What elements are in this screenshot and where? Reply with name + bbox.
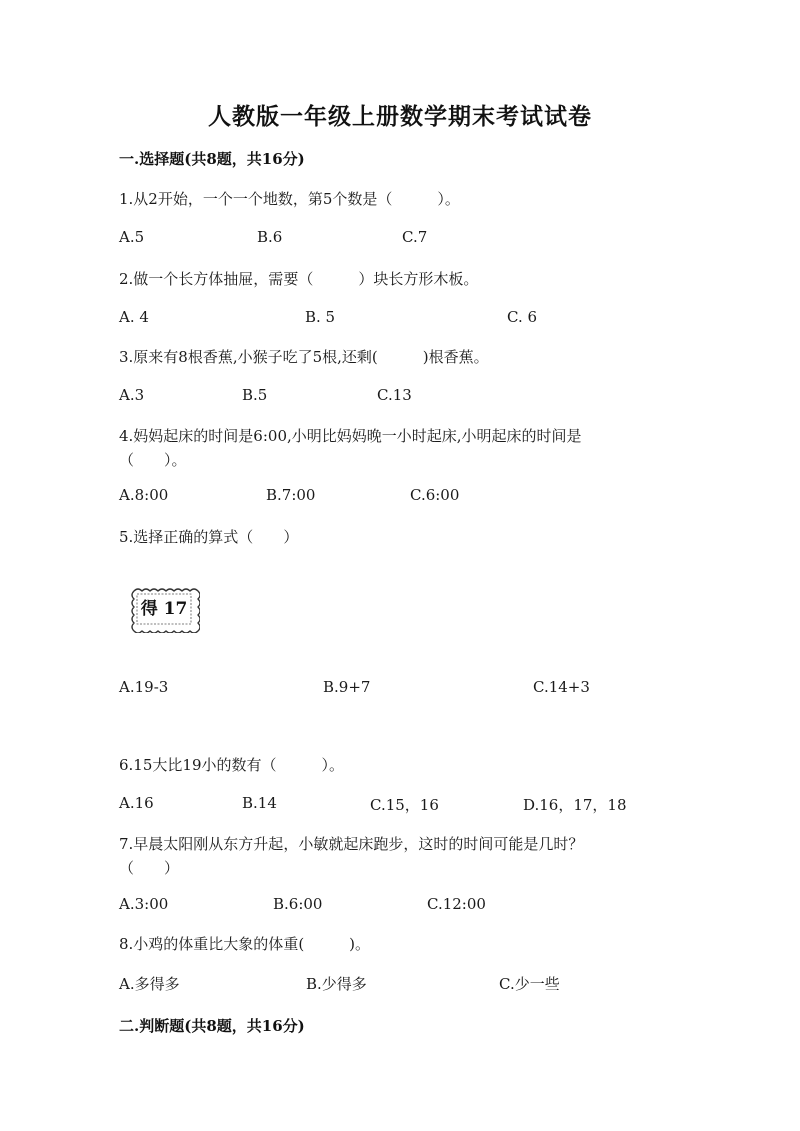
question-4-option-a: A.8:00 — [119, 486, 169, 504]
question-6-option-a: A.16 — [119, 794, 154, 812]
question-2: 2.做一个长方体抽屉，需要（ ）块长方形木板。 — [119, 270, 479, 288]
question-6-option-c: C.15，16 — [370, 796, 439, 814]
section-heading-judgment: 二.判断题(共8题，共16分) — [119, 1017, 305, 1035]
question-2-option-b: B. 5 — [305, 308, 336, 326]
question-5-option-b: B.9+7 — [323, 678, 371, 696]
question-8-option-a: A.多得多 — [119, 975, 180, 993]
question-5-image-label: 得 17 — [140, 599, 188, 619]
question-1-option-a: A.5 — [119, 228, 145, 246]
question-4-option-b: B.7:00 — [266, 486, 316, 504]
question-3-option-a: A.3 — [119, 386, 145, 404]
question-6-option-d: D.16，17，18 — [523, 796, 627, 814]
question-8-option-c: C.少一些 — [499, 975, 560, 993]
question-5-option-a: A.19-3 — [119, 678, 169, 696]
question-7: 7.早晨太阳刚从东方升起，小敏就起床跑步，这时的时间可能是几时？（ ） — [119, 835, 584, 877]
question-5: 5.选择正确的算式（ ） — [119, 528, 299, 546]
question-3: 3.原来有8根香蕉,小猴子吃了5根,还剩( )根香蕉。 — [119, 348, 489, 366]
question-7-option-a: A.3:00 — [119, 895, 169, 913]
question-2-option-c: C. 6 — [507, 308, 538, 326]
question-6: 6.15大比19小的数有（ ）。 — [119, 756, 344, 774]
question-5-option-c: C.14+3 — [533, 678, 590, 696]
question-3-option-b: B.5 — [242, 386, 268, 404]
question-8: 8.小鸡的体重比大象的体重( )。 — [119, 935, 371, 953]
question-1: 1.从2开始，一个一个地数，第5个数是（ ）。 — [119, 190, 460, 208]
question-5-image — [128, 585, 200, 633]
question-7-option-b: B.6:00 — [273, 895, 323, 913]
question-1-option-b: B.6 — [257, 228, 283, 246]
section-heading-choice: 一.选择题(共8题，共16分) — [119, 150, 305, 168]
question-1-option-c: C.7 — [402, 228, 428, 246]
question-7-option-c: C.12:00 — [427, 895, 486, 913]
question-2-option-a: A. 4 — [119, 308, 149, 326]
question-3-option-c: C.13 — [377, 386, 412, 404]
question-6-option-b: B.14 — [242, 794, 277, 812]
question-8-option-b: B.少得多 — [306, 975, 367, 993]
page-title: 人教版一年级上册数学期末考试试卷 — [208, 103, 592, 130]
question-4-option-c: C.6:00 — [410, 486, 460, 504]
question-4: 4.妈妈起床的时间是6:00,小明比妈妈晚一小时起床,小明起床的时间是（ ）。 — [119, 427, 582, 469]
